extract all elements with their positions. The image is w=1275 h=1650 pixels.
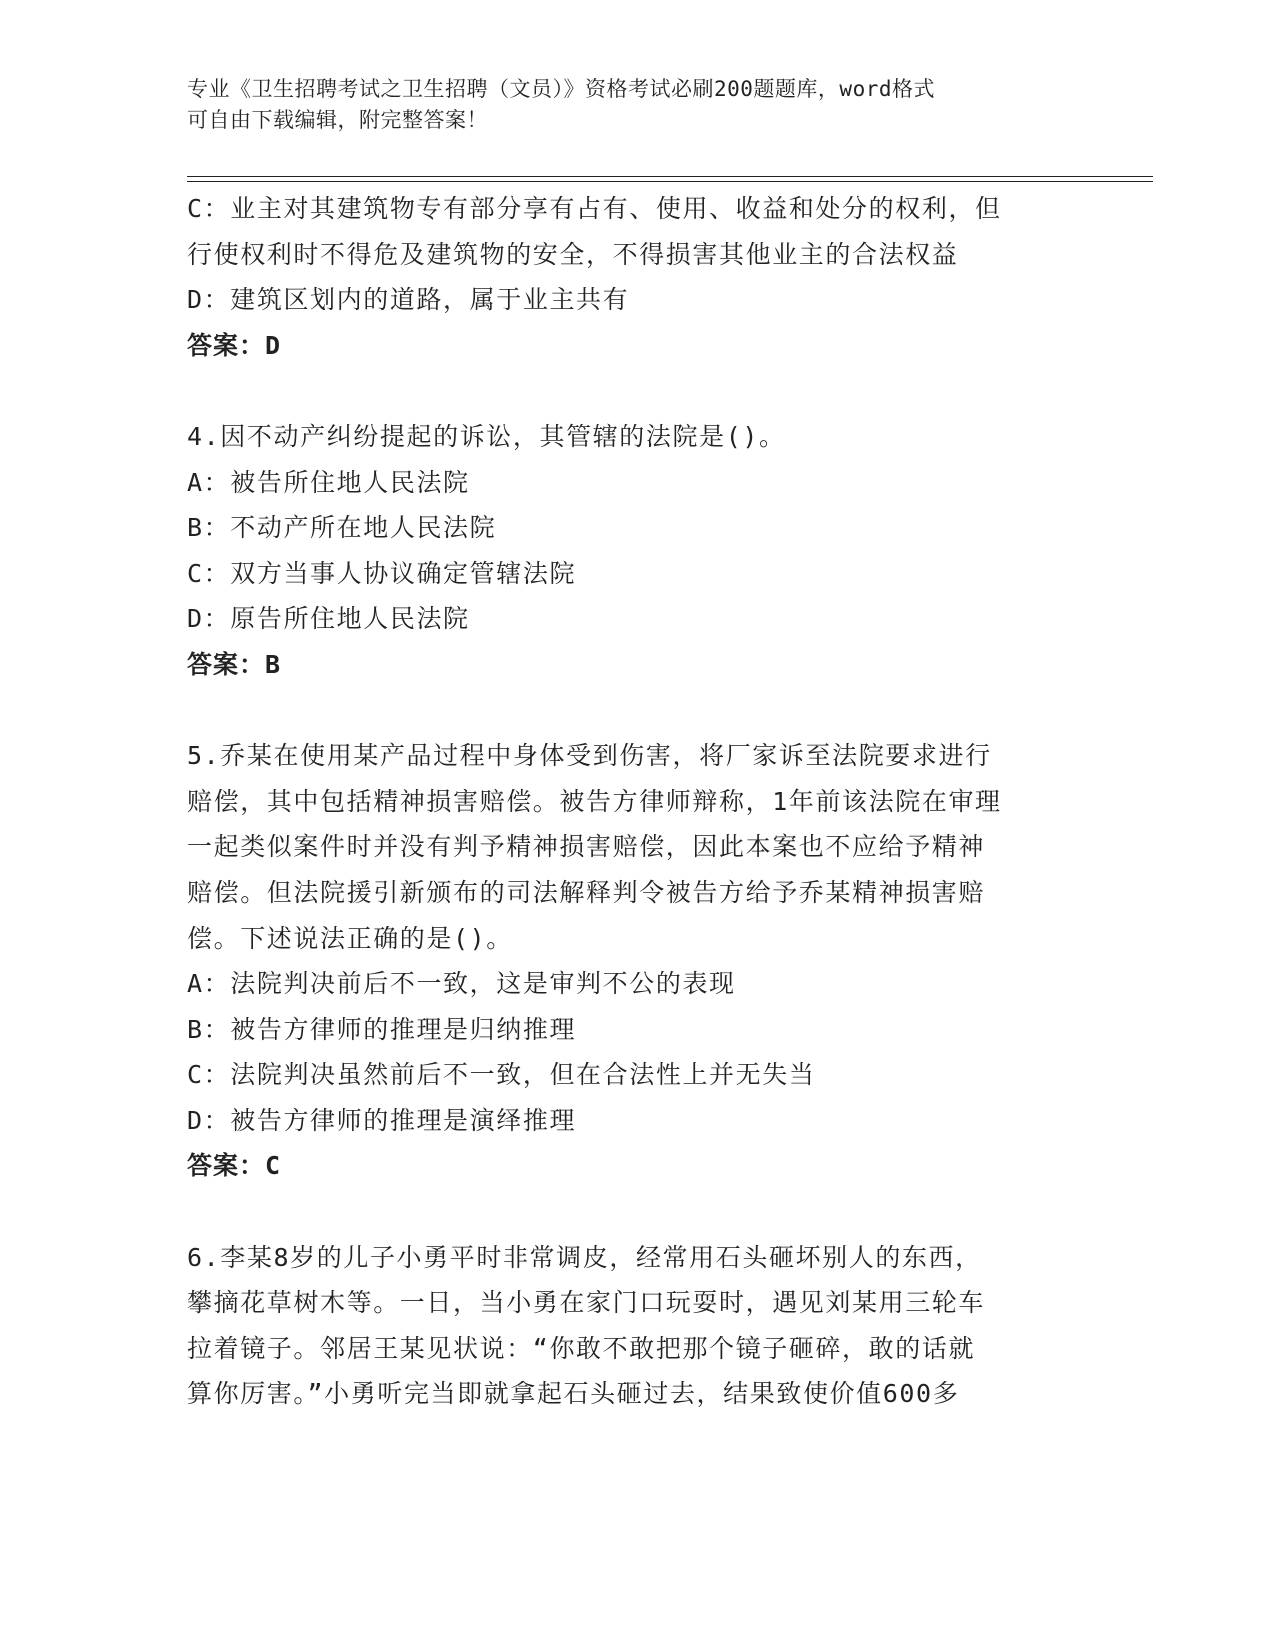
option-c-line-2: 行使权利时不得危及建筑物的安全，不得损害其他业主的合法权益 [187, 239, 959, 269]
question-5 [187, 733, 1087, 1189]
question-stem-line-2: 攀摘花草树木等。一日，当小勇在家门口玩耍时，遇见刘某用三轮车 [187, 1288, 986, 1318]
option-c-line-1: C：业主对其建筑物专有部分享有占有、使用、收益和处分的权利，但 [187, 194, 1002, 223]
question-stem-line-3: 一起类似案件时并没有判予精神损害赔偿，因此本案也不应给予精神 [187, 832, 986, 862]
option-b: B：被告方律师的推理是归纳推理 [187, 1014, 577, 1044]
question-stem-line-3: 拉着镜子。邻居王某见状说：“你敢不敢把那个镜子砸碎，敢的话就 [187, 1333, 976, 1363]
option-d: D：建筑区划内的道路，属于业主共有 [187, 285, 630, 315]
question-stem: 4.因不动产纠纷提起的诉讼，其管辖的法院是()。 [187, 421, 786, 451]
question-stem-line-2: 赔偿，其中包括精神损害赔偿。被告方律师辩称，1年前该法院在审理 [187, 786, 1002, 816]
option-c: C：双方当事人协议确定管辖法院 [187, 558, 577, 588]
spacer [187, 688, 1087, 734]
answer: 答案：C [187, 1151, 282, 1181]
document-header [187, 74, 1067, 136]
header-divider-bottom [187, 181, 1153, 182]
question-stem-line-1: 5.乔某在使用某产品过程中身体受到伤害，将厂家诉至法院要求进行 [187, 741, 992, 771]
option-a: A：法院判决前后不一致，这是审判不公的表现 [187, 969, 736, 999]
option-a: A：被告所住地人民法院 [187, 467, 470, 497]
option-c: C：法院判决虽然前后不一致，但在合法性上并无失当 [187, 1060, 816, 1090]
question-stem-line-4: 算你厉害。”小勇听完当即就拿起石头砸过去，结果致使价值600多 [187, 1379, 960, 1409]
answer: 答案：D [187, 330, 282, 360]
option-b: B：不动产所在地人民法院 [187, 513, 497, 543]
header-title-line-1: 专业《卫生招聘考试之卫生招聘（文员）》资格考试必刷200题题库，word格式 [187, 77, 935, 101]
question-stem-line-4: 赔偿。但法院援引新颁布的司法解释判令被告方给予乔某精神损害赔 [187, 877, 986, 907]
question-4 [187, 414, 1087, 688]
question-6 [187, 1235, 1087, 1417]
header-title-line-2: 可自由下载编辑，附完整答案！ [187, 108, 488, 132]
question-3-tail [187, 186, 1087, 368]
document-body [187, 186, 1087, 1417]
spacer [187, 368, 1087, 414]
answer: 答案：B [187, 649, 282, 679]
spacer [187, 1189, 1087, 1235]
question-stem-line-1: 6.李某8岁的儿子小勇平时非常调皮，经常用石头砸坏别人的东西， [187, 1242, 982, 1272]
question-stem-line-5: 偿。下述说法正确的是()。 [187, 923, 513, 953]
option-d: D：被告方律师的推理是演绎推理 [187, 1105, 577, 1135]
header-divider-top [187, 176, 1153, 177]
option-d: D：原告所住地人民法院 [187, 604, 470, 634]
